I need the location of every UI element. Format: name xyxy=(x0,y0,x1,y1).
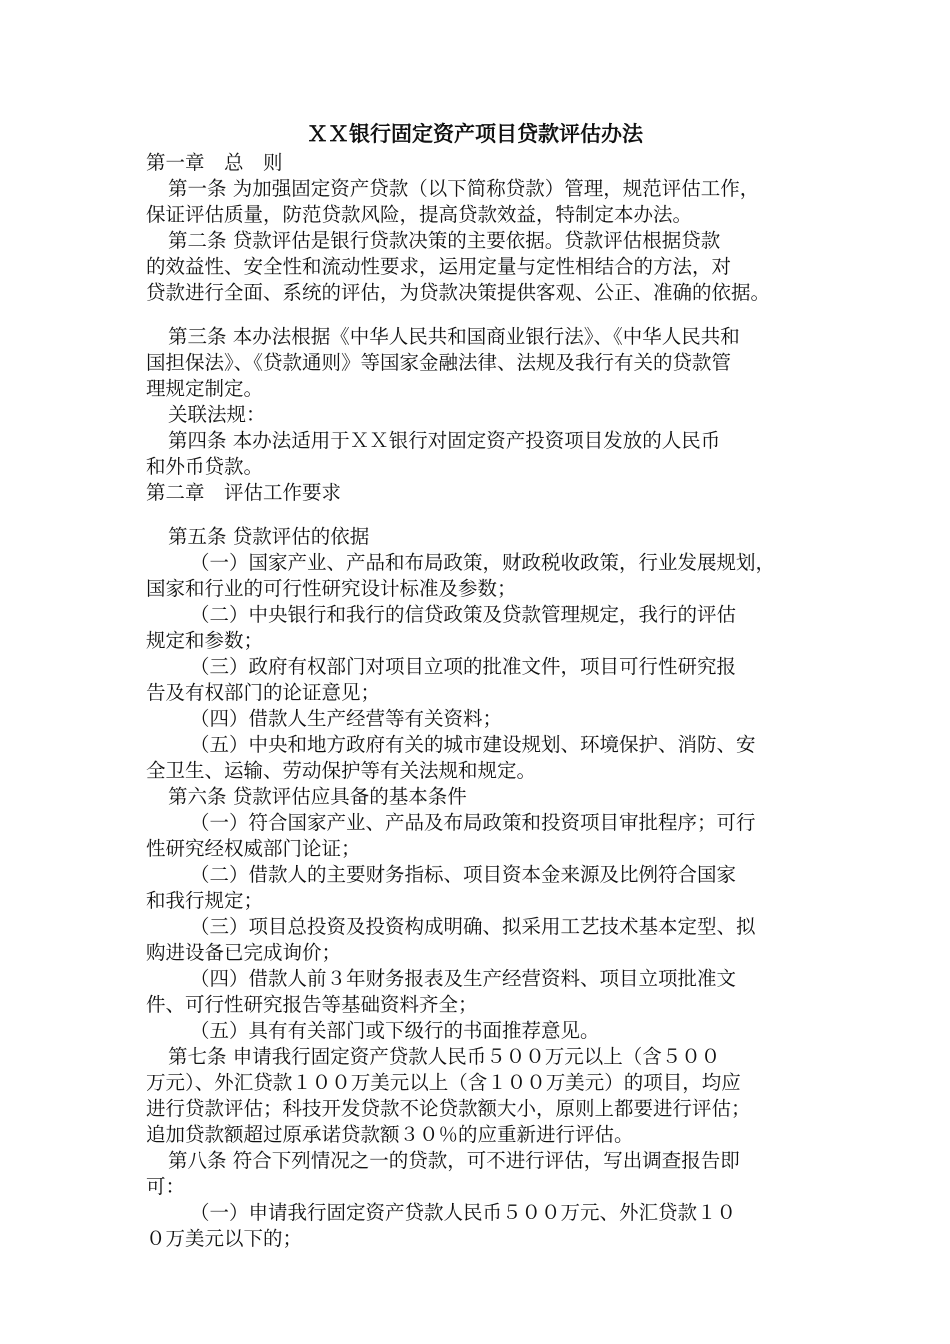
paragraph-line: 国家和行业的可行性研究设计标准及参数； xyxy=(146,577,517,600)
paragraph-line: 国担保法》、《贷款通则》等国家金融法律、法规及我行有关的贷款管 xyxy=(146,351,732,374)
paragraph-line: 保证评估质量，防范贷款风险，提高贷款效益，特制定本办法。 xyxy=(146,203,693,226)
paragraph-line: 可： xyxy=(146,1175,186,1198)
paragraph-line: 进行贷款评估；科技开发贷款不论贷款额大小，原则上都要进行评估； xyxy=(146,1097,751,1120)
paragraph-line: （四）借款人生产经营等有关资料； xyxy=(190,707,503,730)
paragraph-line: （二）中央银行和我行的信贷政策及贷款管理规定，我行的评估 xyxy=(190,603,737,626)
paragraph-line: （五）中央和地方政府有关的城市建设规划、环境保护、消防、安 xyxy=(190,733,756,756)
paragraph-line: 第一条 为加强固定资产贷款（以下简称贷款）管理，规范评估工作， xyxy=(168,177,760,200)
paragraph-line: 和外币贷款。 xyxy=(146,455,264,478)
paragraph-line: 规定和参数； xyxy=(146,629,264,652)
paragraph-line: 万元）、外汇贷款１００万美元以上（含１００万美元）的项目，均应 xyxy=(146,1071,741,1094)
paragraph-line: 件、可行性研究报告等基础资料齐全； xyxy=(146,993,478,1016)
paragraph-line: 性研究经权威部门论证； xyxy=(146,837,361,860)
paragraph-line: 理规定制定。 xyxy=(146,377,264,400)
document-title: ＸＸ银行固定资产项目贷款评估办法 xyxy=(307,121,643,146)
paragraph-line: （三）政府有权部门对项目立项的批准文件，项目可行性研究报 xyxy=(190,655,737,678)
paragraph-line: 第二条 贷款评估是银行贷款决策的主要依据。贷款评估根据贷款 xyxy=(168,229,721,252)
paragraph-line: 第四条 本办法适用于ＸＸ银行对固定资产投资项目发放的人民币 xyxy=(168,429,721,452)
paragraph-line: 第三条 本办法根据《中华人民共和国商业银行法》、《中华人民共和 xyxy=(168,325,740,348)
paragraph-line: （五）具有有关部门或下级行的书面推荐意见。 xyxy=(190,1019,600,1042)
paragraph-line: （三）项目总投资及投资构成明确、拟采用工艺技术基本定型、拟 xyxy=(190,915,756,938)
paragraph-line: 第七条 申请我行固定资产贷款人民币５００万元以上（含５００ xyxy=(168,1045,721,1068)
paragraph-line: 第六条 贷款评估应具备的基本条件 xyxy=(168,785,467,808)
chapter-heading: 第一章 总 则 xyxy=(146,151,283,174)
paragraph-line: 贷款进行全面、系统的评估，为贷款决策提供客观、公正、准确的依据。 xyxy=(146,281,771,304)
paragraph-line: 购进设备已完成询价； xyxy=(146,941,342,964)
paragraph-line: 第八条 符合下列情况之一的贷款，可不进行评估，写出调查报告即 xyxy=(168,1149,740,1172)
paragraph-line: ０万美元以下的； xyxy=(146,1227,303,1250)
paragraph-line: 关联法规： xyxy=(168,403,266,426)
paragraph-line: （一）国家产业、产品和布局政策，财政税收政策，行业发展规划， xyxy=(190,551,776,574)
paragraph-line: 告及有权部门的论证意见； xyxy=(146,681,381,704)
paragraph-line: 第五条 贷款评估的依据 xyxy=(168,525,370,548)
paragraph-line: （一）申请我行固定资产贷款人民币５００万元、外汇贷款１０ xyxy=(190,1201,737,1224)
paragraph-line: 追加贷款额超过原承诺贷款额３０％的应重新进行评估。 xyxy=(146,1123,634,1146)
paragraph-line: （一）符合国家产业、产品及布局政策和投资项目审批程序；可行 xyxy=(190,811,756,834)
paragraph-line: （四）借款人前３年财务报表及生产经营资料、项目立项批准文 xyxy=(190,967,737,990)
paragraph-line: 的效益性、安全性和流动性要求，运用定量与定性相结合的方法，对 xyxy=(146,255,732,278)
paragraph-line: （二）借款人的主要财务指标、项目资本金来源及比例符合国家 xyxy=(190,863,737,886)
paragraph-line: 全卫生、运输、劳动保护等有关法规和规定。 xyxy=(146,759,537,782)
paragraph-line: 和我行规定； xyxy=(146,889,264,912)
chapter-heading: 第二章 评估工作要求 xyxy=(146,481,342,504)
